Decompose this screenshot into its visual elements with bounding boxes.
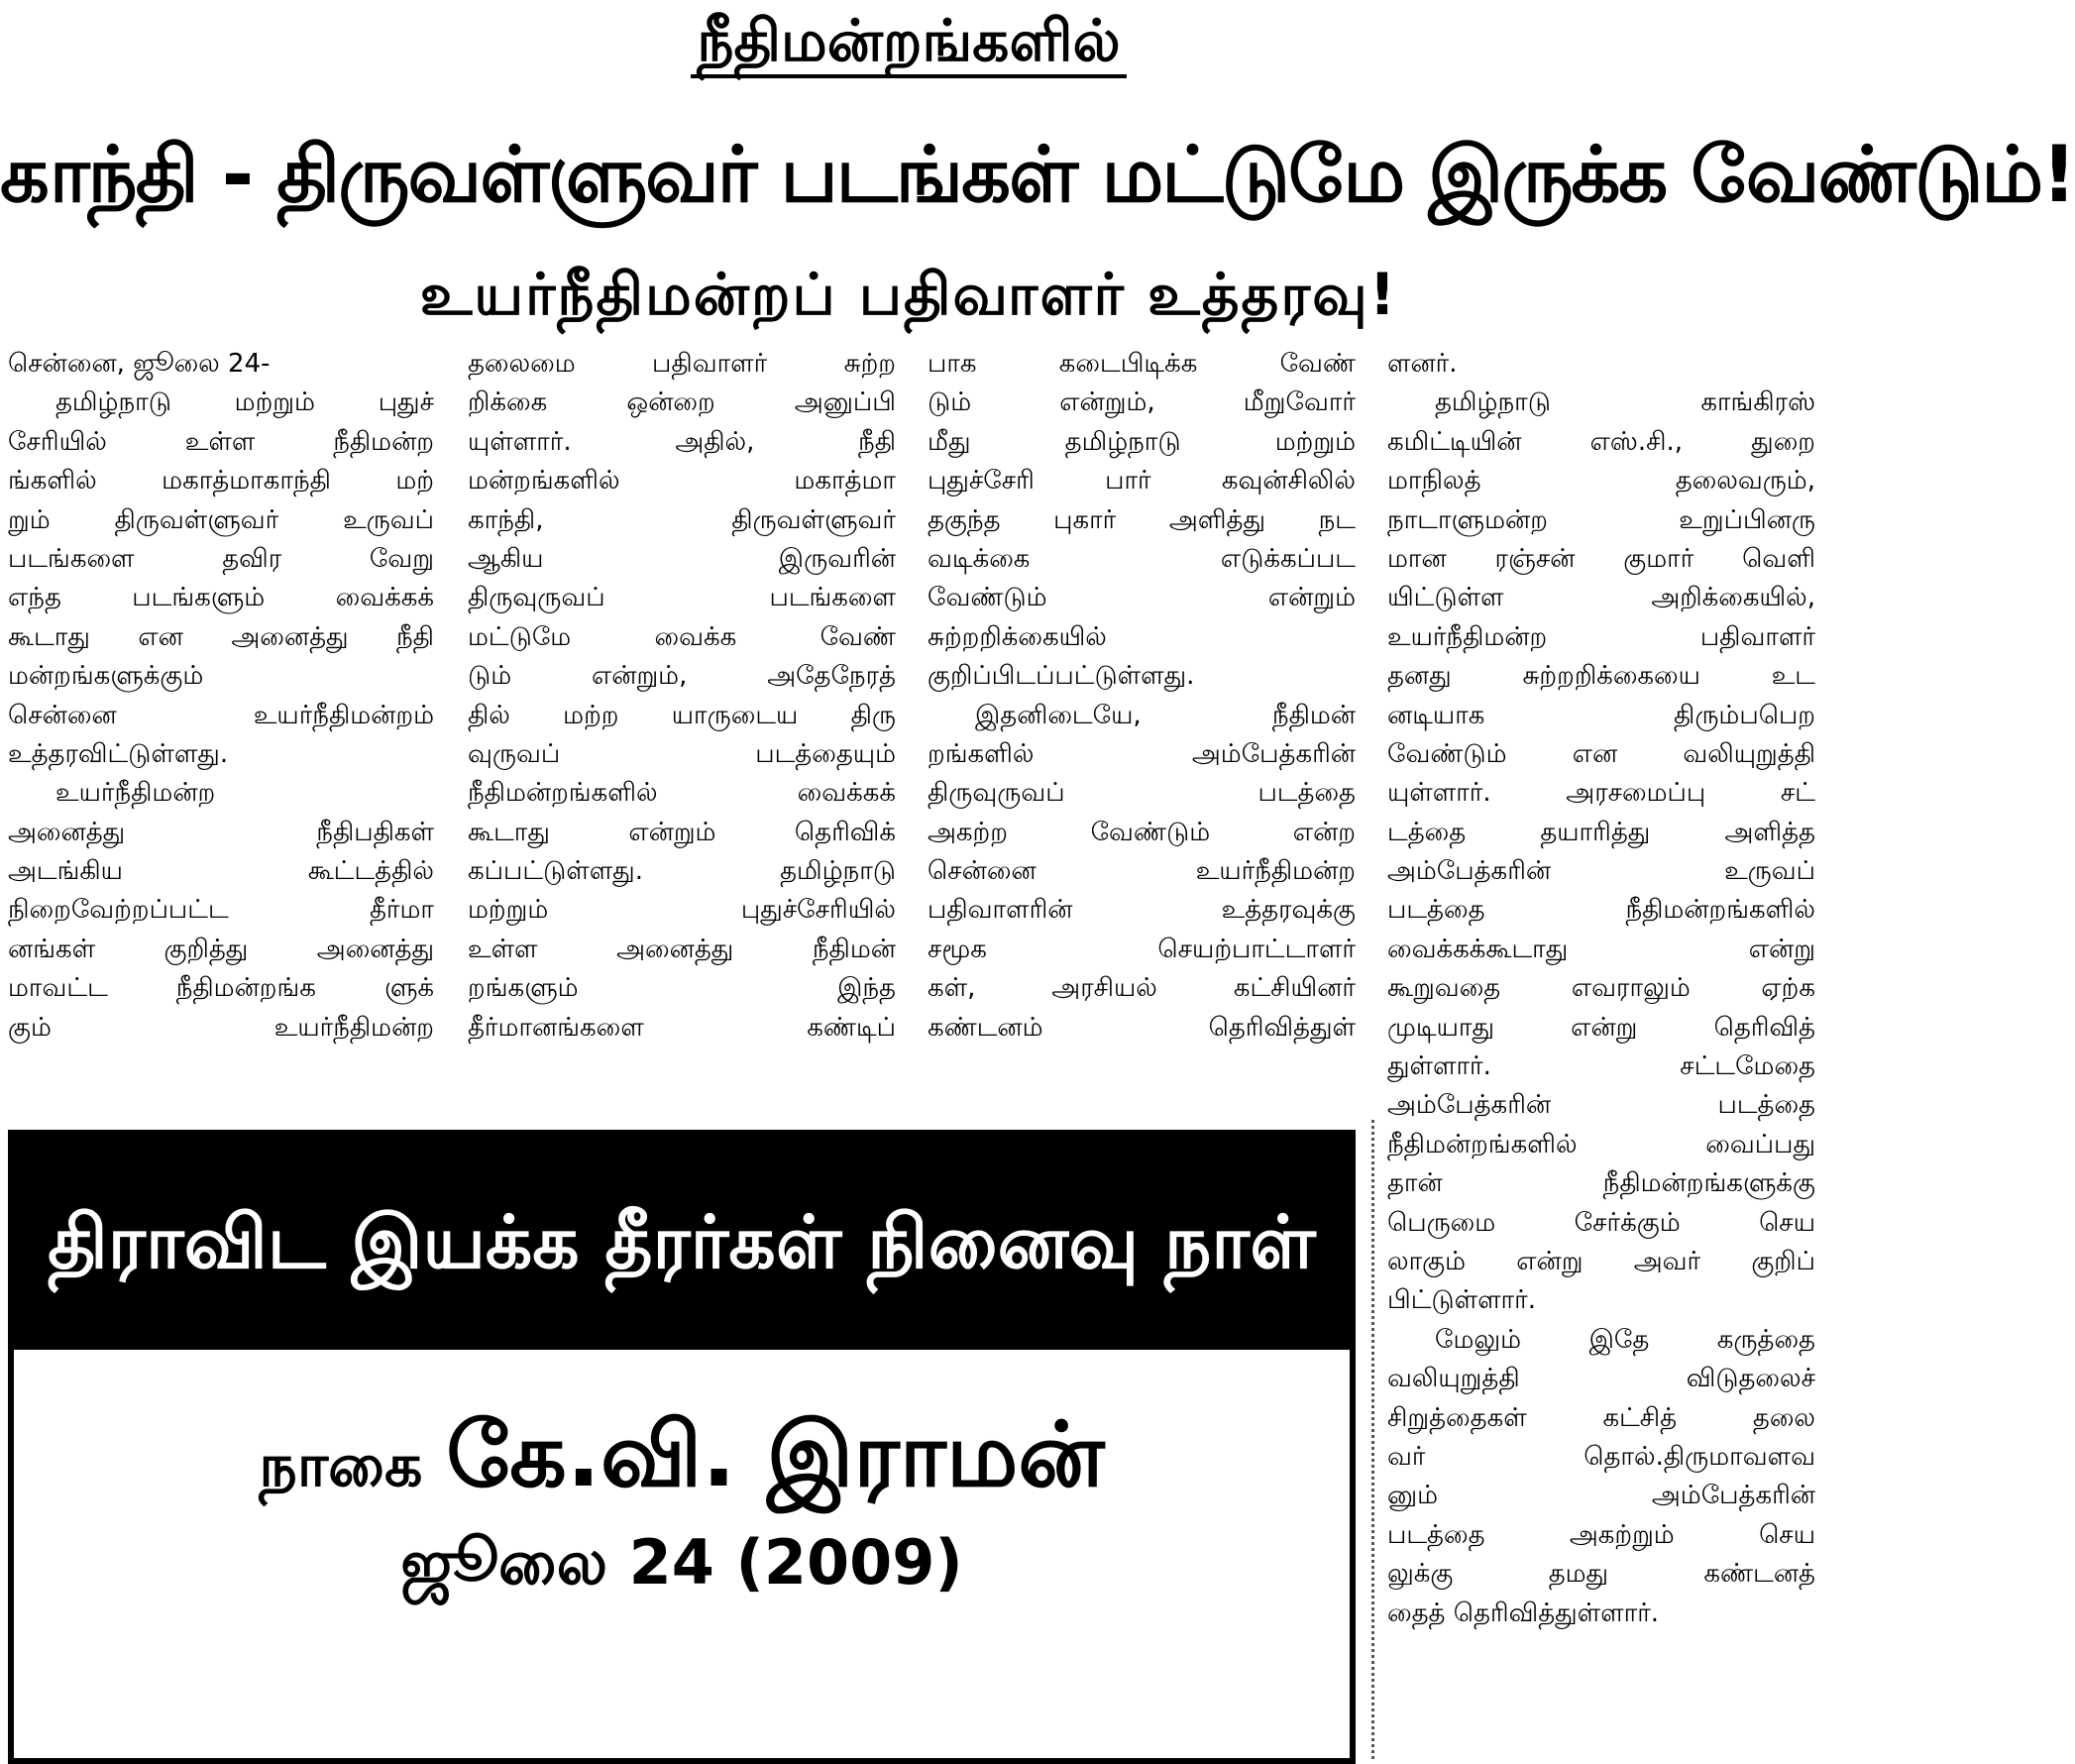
article-line: கமிட்டியின் எஸ்.சி., துறை — [1387, 426, 1815, 457]
article-line: தமிழ்நாடு மற்றும் புதுச் — [55, 387, 434, 418]
article-line: நீதிமன்றங்களில் வைப்பது — [1387, 1129, 1815, 1159]
article-line: உள்ள அனைத்து நீதிமன் — [468, 934, 896, 964]
article-line: நாடாளுமன்ற உறுப்பினரு — [1387, 504, 1815, 535]
article-line: தனது சுற்றறிக்கையை உட — [1387, 661, 1815, 692]
memorial-name-line — [14, 1401, 1350, 1535]
article-line: டத்தை தயாரித்து அளித்த — [1387, 817, 1815, 847]
article-line: வுருவப் படத்தையும் — [468, 738, 896, 769]
article-line: மேலும் இதே கருத்தை — [1435, 1324, 1815, 1355]
article-line: சிறுத்தைகள் கட்சித் தலை — [1387, 1402, 1815, 1433]
article-line: வர் தொல்.திருமாவளவ — [1387, 1441, 1815, 1472]
article-line: றிக்கை ஒன்றை அனுப்பி — [468, 387, 896, 418]
article-line: கும் உயர்நீதிமன்ற — [8, 1012, 434, 1043]
article-column-1 — [8, 345, 434, 1047]
article-line: பிட்டுள்ளார். — [1387, 1285, 1536, 1316]
article-line: அம்பேத்கரின் படத்தை — [1387, 1090, 1815, 1121]
article-line: படங்களை தவிர வேறு — [8, 543, 434, 574]
memorial-banner: திராவிட இயக்க தீரர்கள் நினைவு நாள் — [14, 1136, 1350, 1350]
article-line: மான ரஞ்சன் குமார் வெளி — [1387, 543, 1815, 574]
article-line: டும் என்றும், மீறுவோர் — [928, 387, 1356, 418]
article-line: சுற்றறிக்கையில் — [928, 621, 1107, 652]
article-line: காந்தி, திருவள்ளுவர் — [468, 504, 896, 535]
article-line: கூடாது என்றும் தெரிவிக் — [468, 817, 896, 847]
article-line: கப்பட்டுள்ளது. தமிழ்நாடு — [468, 856, 896, 887]
article-line: யிட்டுள்ள அறிக்கையில், — [1387, 583, 1815, 613]
article-line: தமிழ்நாடு காங்கிரஸ் — [1435, 387, 1815, 418]
article-line: தலைமை பதிவாளர் சுற்ற — [468, 349, 896, 379]
article-line: மாவட்ட நீதிமன்றங்க ளுக் — [8, 973, 434, 1004]
article-line: தீர்மானங்களை கண்டிப் — [468, 1012, 896, 1043]
article-column-4 — [1387, 345, 1815, 1633]
article-line: மீது தமிழ்நாடு மற்றும் — [928, 426, 1356, 457]
article-line: றங்களில் அம்பேத்கரின் — [928, 738, 1356, 769]
article-line: படத்தை அகற்றும் செய — [1387, 1519, 1815, 1550]
article-line: யுள்ளார். அதில், நீதி — [468, 426, 896, 457]
article-line: வலியுறுத்தி விடுதலைச் — [1387, 1364, 1815, 1394]
article-line: படத்தை நீதிமன்றங்களில் — [1387, 895, 1815, 926]
article-line: மட்டுமே வைக்க வேண் — [468, 621, 896, 652]
article-line: ஆகிய இருவரின் — [468, 543, 896, 574]
article-line: சென்னை உயர்நீதிமன்றம் — [8, 700, 434, 730]
article-line: இதனிடையே, நீதிமன் — [975, 700, 1356, 730]
article-line: மன்றங்களில் மகாத்மா — [468, 466, 896, 496]
article-line: வேண்டும் என்றும் — [928, 583, 1356, 613]
article-line: னடியாக திரும்பபெற — [1387, 700, 1815, 730]
article-line: றும் திருவள்ளுவர் உருவப் — [8, 504, 434, 535]
article-line: நீதிமன்றங்களில் வைக்கக் — [468, 778, 896, 809]
headline: காந்தி - திருவள்ளுவர் படங்கள் மட்டுமே இருக்க வேண்டும்! — [0, 131, 2075, 220]
article-line: மற்றும் புதுச்சேரியில் — [468, 895, 896, 926]
article-line: சமூக செயற்பாட்டாளர் — [928, 934, 1356, 964]
article-line: திருவுருவப் படங்களை — [468, 583, 896, 613]
article-line: அம்பேத்கரின் உருவப் — [1387, 856, 1815, 887]
article-line: சென்னை உயர்நீதிமன்ற — [928, 856, 1356, 887]
article-line: நிறைவேற்றப்பட்ட தீர்மா — [8, 895, 434, 926]
article-line: டும் என்றும், அதேநேரத் — [468, 661, 896, 692]
article-line: தகுந்த புகார் அளித்து நட — [928, 504, 1356, 535]
article-line: எந்த படங்களும் வைக்கக் — [8, 583, 434, 613]
memorial-date: ஜூலை 24 (2009) — [400, 1526, 963, 1599]
article-line: கூறுவதை எவராலும் ஏற்க — [1387, 973, 1815, 1004]
article-column-3 — [928, 345, 1356, 1047]
memorial-name: கே.வி. இராமன் — [446, 1403, 1105, 1507]
article-line: யுள்ளார். அரசமைப்பு சட் — [1387, 778, 1815, 809]
article-line: கள், அரசியல் கட்சியினர் — [928, 973, 1356, 1004]
article-line: உயர்நீதிமன்ற — [55, 778, 216, 809]
subheadline: உயர்நீதிமன்றப் பதிவாளர் உத்தரவு! — [419, 261, 1398, 328]
article-line: லாகும் என்று அவர் குறிப் — [1387, 1246, 1815, 1276]
article-line: வைக்கக்கூடாது என்று — [1387, 934, 1815, 964]
article-line: சேரியில் உள்ள நீதிமன்ற — [8, 426, 434, 457]
article-line: துள்ளார். சட்டமேதை — [1387, 1051, 1815, 1082]
article-line: புதுச்சேரி பார் கவுன்சிலில் — [928, 466, 1356, 496]
article-line: றங்களும் இந்த — [468, 973, 896, 1004]
article-line: மன்றங்களுக்கும் — [8, 661, 204, 692]
article-line: கண்டனம் தெரிவித்துள் — [928, 1012, 1356, 1043]
memorial-name-prefix: நாகை — [259, 1431, 423, 1500]
article-line: உத்தரவிட்டுள்ளது. — [8, 738, 229, 769]
article-line: ங்களில் மகாத்மாகாந்தி மற் — [8, 466, 434, 496]
article-line: னும் அம்பேத்கரின் — [1387, 1481, 1815, 1511]
article-line: லுக்கு தமது கண்டனத் — [1387, 1559, 1815, 1590]
article-line: அடங்கிய கூட்டத்தில் — [8, 856, 434, 887]
column-divider — [1371, 1120, 1374, 1759]
kicker-heading: நீதிமன்றங்களில் — [0, 6, 1817, 75]
article-line: அகற்ற வேண்டும் என்ற — [928, 817, 1356, 847]
article-line: முடியாது என்று தெரிவித் — [1387, 1012, 1815, 1043]
memorial-box — [8, 1130, 1356, 1764]
article-line: பாக கடைபிடிக்க வேண் — [928, 349, 1356, 379]
article-line: வேண்டும் என வலியுறுத்தி — [1387, 738, 1815, 769]
article-line: தான் நீதிமன்றங்களுக்கு — [1387, 1168, 1815, 1199]
article-line: ளனர். — [1387, 349, 1458, 379]
article-line: பெருமை சேர்க்கும் செய — [1387, 1207, 1815, 1238]
article-line: வடிக்கை எடுக்கப்பட — [928, 543, 1356, 574]
article-line: கூடாது என அனைத்து நீதி — [8, 621, 434, 652]
article-line: பதிவாளரின் உத்தரவுக்கு — [928, 895, 1356, 926]
article-line: உயர்நீதிமன்ற பதிவாளர் — [1387, 621, 1815, 652]
article-line: சென்னை, ஜூலை 24- — [8, 349, 271, 379]
article-line: திருவுருவப் படத்தை — [928, 778, 1356, 809]
article-column-2 — [468, 345, 896, 1047]
article-line: தைத் தெரிவித்துள்ளார். — [1387, 1598, 1660, 1628]
article-line: னங்கள் குறித்து அனைத்து — [8, 934, 434, 964]
article-line: அனைத்து நீதிபதிகள் — [8, 817, 434, 847]
article-line: மாநிலத் தலைவரும், — [1387, 466, 1815, 496]
article-line: தில் மற்ற யாருடைய திரு — [468, 700, 896, 730]
article-line: குறிப்பிடப்பட்டுள்ளது. — [928, 661, 1195, 692]
